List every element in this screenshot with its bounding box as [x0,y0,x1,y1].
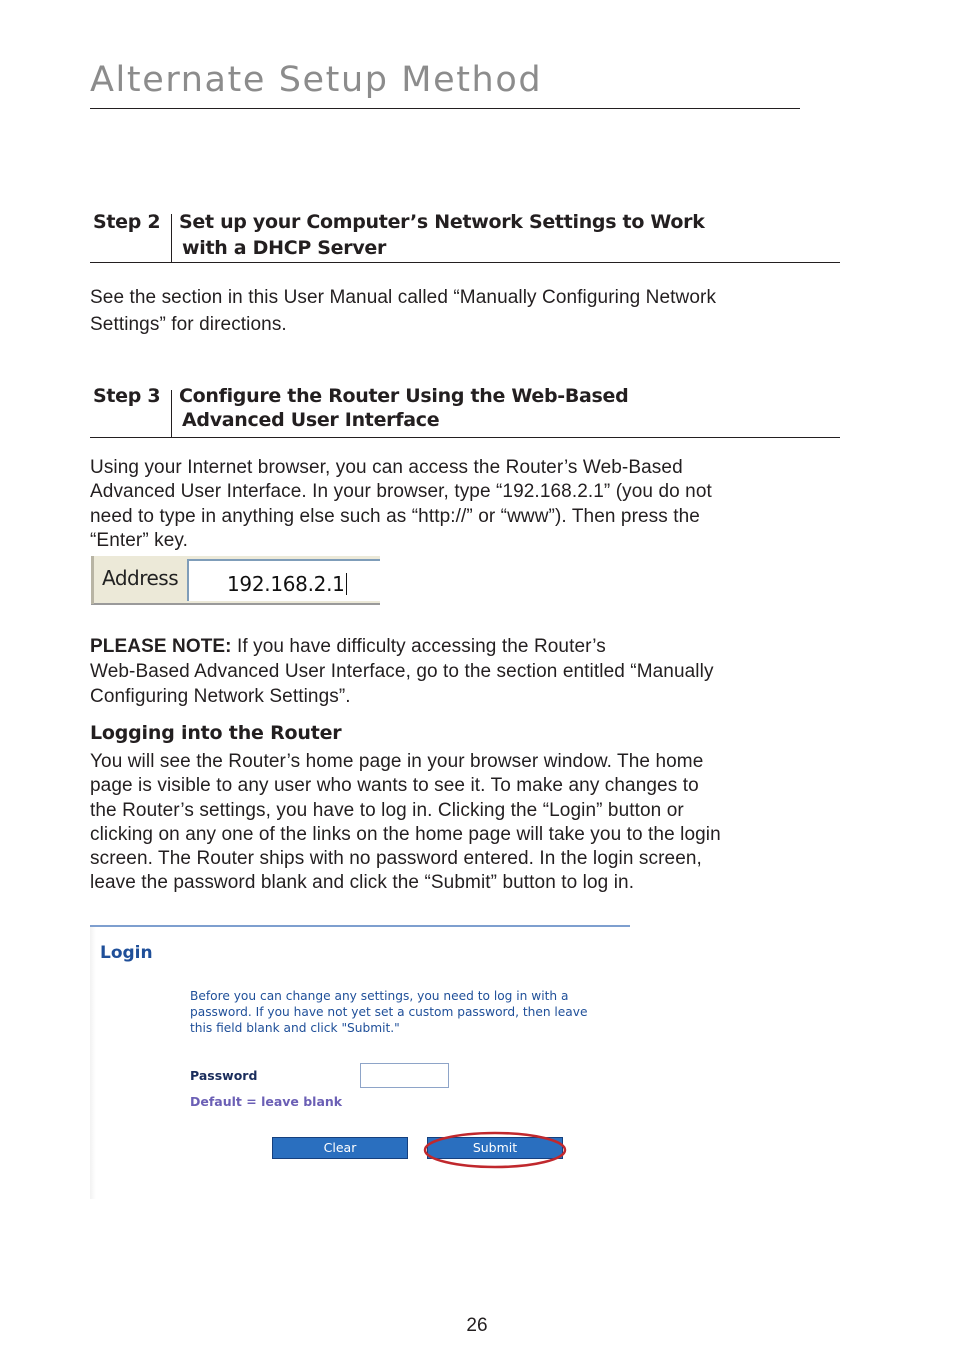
step-3-body [90,456,850,553]
title-rule [90,108,800,109]
login-title: Login [100,943,153,963]
password-label: Password [190,1068,258,1083]
text-caret [346,573,347,595]
logging-body-line: screen. The Router ships with no password entered. In the login screen, [90,848,702,870]
highlight-ellipse [425,1133,565,1167]
note-line: Configuring Network Settings”. [90,686,351,707]
login-description [190,988,630,1036]
note-text: If you have difficulty accessing the Router’s [231,636,606,657]
step-2-rule [90,262,840,263]
step-3-title-line-1: Configure the Router Using the Web-Based [179,385,629,407]
step-2-title-line-1: Set up your Computer’s Network Settings to Work [179,211,705,233]
address-value-text: 192.168.2.1 [227,572,345,596]
logging-body-line: clicking on any one of the links on the home page will take you to the login [90,823,721,845]
logging-body [90,750,850,896]
step-2-title-line-2: with a DHCP Server [182,237,387,259]
note-line [90,634,850,659]
address-label: Address [102,566,179,590]
address-input[interactable] [187,559,380,601]
address-bar-edge [91,556,94,604]
login-panel-top-border [90,925,630,927]
login-description-line: Before you can change any settings, you need to log in with a [190,989,569,1003]
logging-body-line: You will see the Router’s home page in your browser window. The home [90,751,704,772]
page-title: Alternate Setup Method [90,60,543,100]
submit-button[interactable]: Submit [427,1137,563,1159]
logging-body-line: the Router’s settings, you have to log in. Clicking the “Login” button or [90,799,684,821]
note-line: Web-Based Advanced User Interface, go to the section entitled “Manually [90,661,714,682]
password-input[interactable] [360,1063,449,1088]
note-prefix: PLEASE NOTE: [90,636,232,657]
step-3-divider [171,390,172,437]
step-3-body-line: need to type in anything else such as “http://” or “www”). Then press the [90,505,700,527]
browser-address-bar [91,555,380,605]
login-description-line: password. If you have not yet set a custom password, then leave [190,1005,588,1019]
logging-body-line: leave the password blank and click the “Submit” button to log in. [90,872,635,894]
please-note [90,634,850,709]
submit-highlight-circle [422,1130,568,1170]
step-2-body-line: See the section in this User Manual called “Manually Configuring Network [90,287,717,308]
logging-body-line: page is visible to any user who wants to see it. To make any changes to [90,775,699,797]
logging-heading: Logging into the Router [90,722,342,744]
step-2-divider [171,214,172,262]
step-3-rule [90,437,840,438]
step-3-body-line: “Enter” key. [90,529,188,551]
login-description-line: this field blank and click "Submit." [190,1021,400,1035]
step-3-body-line: Using your Internet browser, you can access the Router’s Web-Based [90,457,683,478]
step-2-body-line: Settings” for directions. [90,314,287,335]
step-2-label: Step 2 [93,211,161,233]
step-3-body-line: Advanced User Interface. In your browser, type “192.168.2.1” (you do not [90,481,712,503]
page-number: 26 [466,1315,488,1336]
password-default-hint: Default = leave blank [190,1094,343,1109]
login-panel-left-edge [90,927,96,1199]
clear-button[interactable]: Clear [272,1137,408,1159]
step-3-label: Step 3 [93,385,161,407]
address-value [227,572,347,596]
step-3-title-line-2: Advanced User Interface [182,409,440,431]
step-2-body [90,284,850,338]
